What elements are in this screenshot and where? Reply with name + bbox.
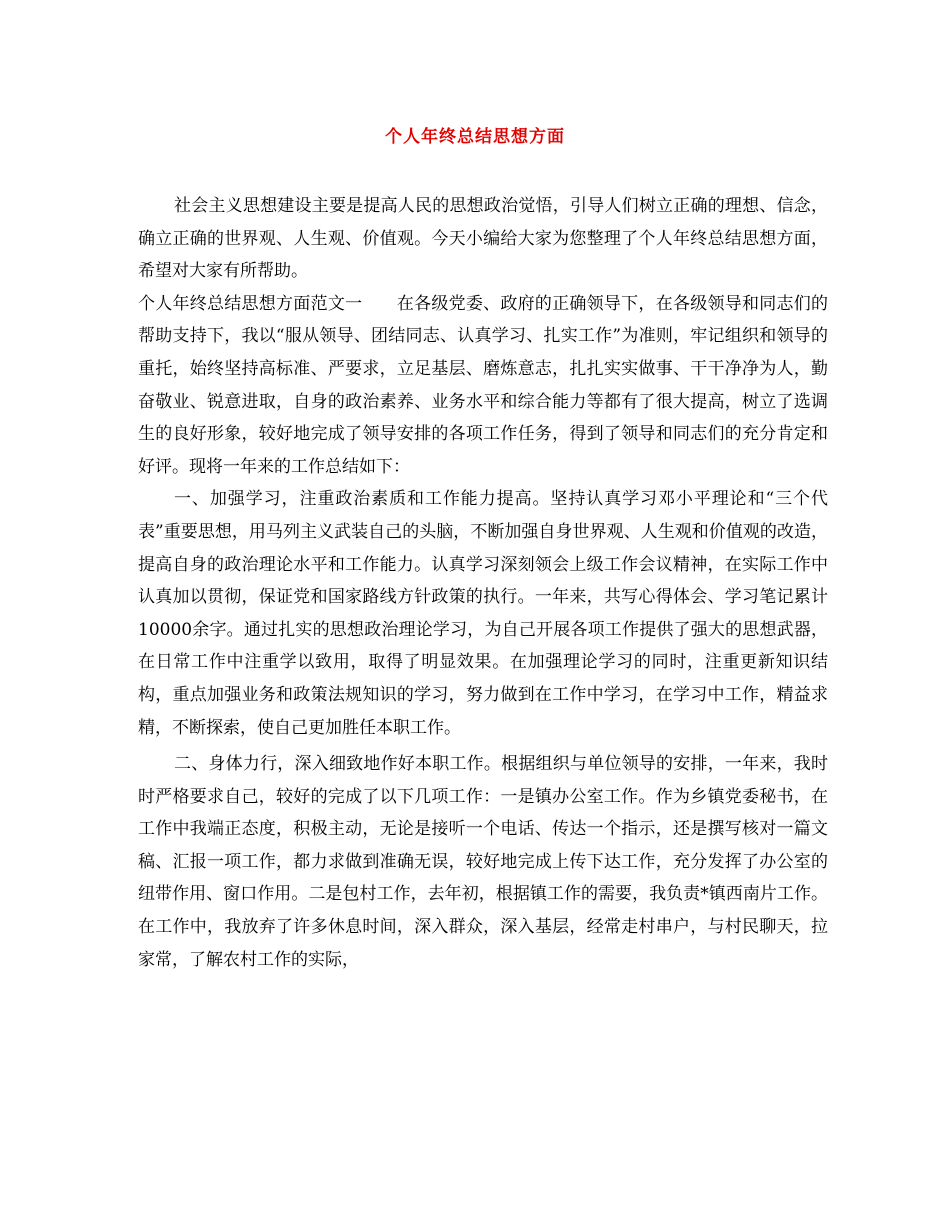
document-body xyxy=(138,190,828,976)
intro-paragraph: 社会主义思想建设主要是提高人民的思想政治觉悟，引导人们树立正确的理想、信念，确立正确的世界观、人生观、价值观。今天小编给大家为您整理了个人年终总结思想方面，希望对大家有所帮助。 xyxy=(138,196,828,282)
section-two-paragraph: 二、身体力行，深入细致地作好本职工作。根据组织与单位领导的安排，一年来，我时时严格要求自己，较好的完成了以下几项工作：一是镇办公室工作。作为乡镇党委秘书，在工作中我端正态度，积极主动，无论是接听一个电话、传达一个指示，还是撰写核对一篇文稿、汇报一项工作，都力求做到准确无误，较好地完成上传下达工作，充分发挥了办公室的纽带作用、窗口作用。二是包村工作，去年初，根据镇工作的需要，我负责*镇西南片工作。在工作中，我放弃了许多休息时间，深入群众，深入基层，经常走村串户，与村民聊天，拉家常，了解农村工作的实际， xyxy=(138,754,828,970)
sample-one-paragraph: 个人年终总结思想方面范文一 在各级党委、政府的正确领导下，在各级领导和同志们的帮助支持下，我以“服从领导、团结同志、认真学习、扎实工作”为准则，牢记组织和领导的重托，始终坚持高标准、严要求，立足基层、磨炼意志，扎扎实实做事、干干净净为人，勤奋敬业、锐意进取，自身的政治素养、业务水平和综合能力等都有了很大提高，树立了选调生的良好形象，较好地完成了领导安排的各项工作任务，得到了领导和同志们的充分肯定和好评。现将一年来的工作总结如下： xyxy=(138,293,828,477)
document-title: 个人年终总结思想方面 xyxy=(385,127,565,147)
section-one-paragraph: 一、加强学习，注重政治素质和工作能力提高。坚持认真学习邓小平理论和“三个代表”重要思想，用马列主义武装自己的头脑，不断加强自身世界观、人生观和价值观的改造，提高自身的政治理论水平和工作能力。认真学习深刻领会上级工作会议精神，在实际工作中认真加以贯彻，保证党和国家路线方针政策的执行。一年来，共写心得体会、学习笔记累计10000余字。通过扎实的思想政治理论学习，为自己开展各项工作提供了强大的思想武器，在日常工作中注重学以致用，取得了明显效果。在加强理论学习的同时，注重更新知识结构，重点加强业务和政策法规知识的学习，努力做到在工作中学习，在学习中工作，精益求精，不断探索，使自己更加胜任本职工作。 xyxy=(138,489,828,738)
